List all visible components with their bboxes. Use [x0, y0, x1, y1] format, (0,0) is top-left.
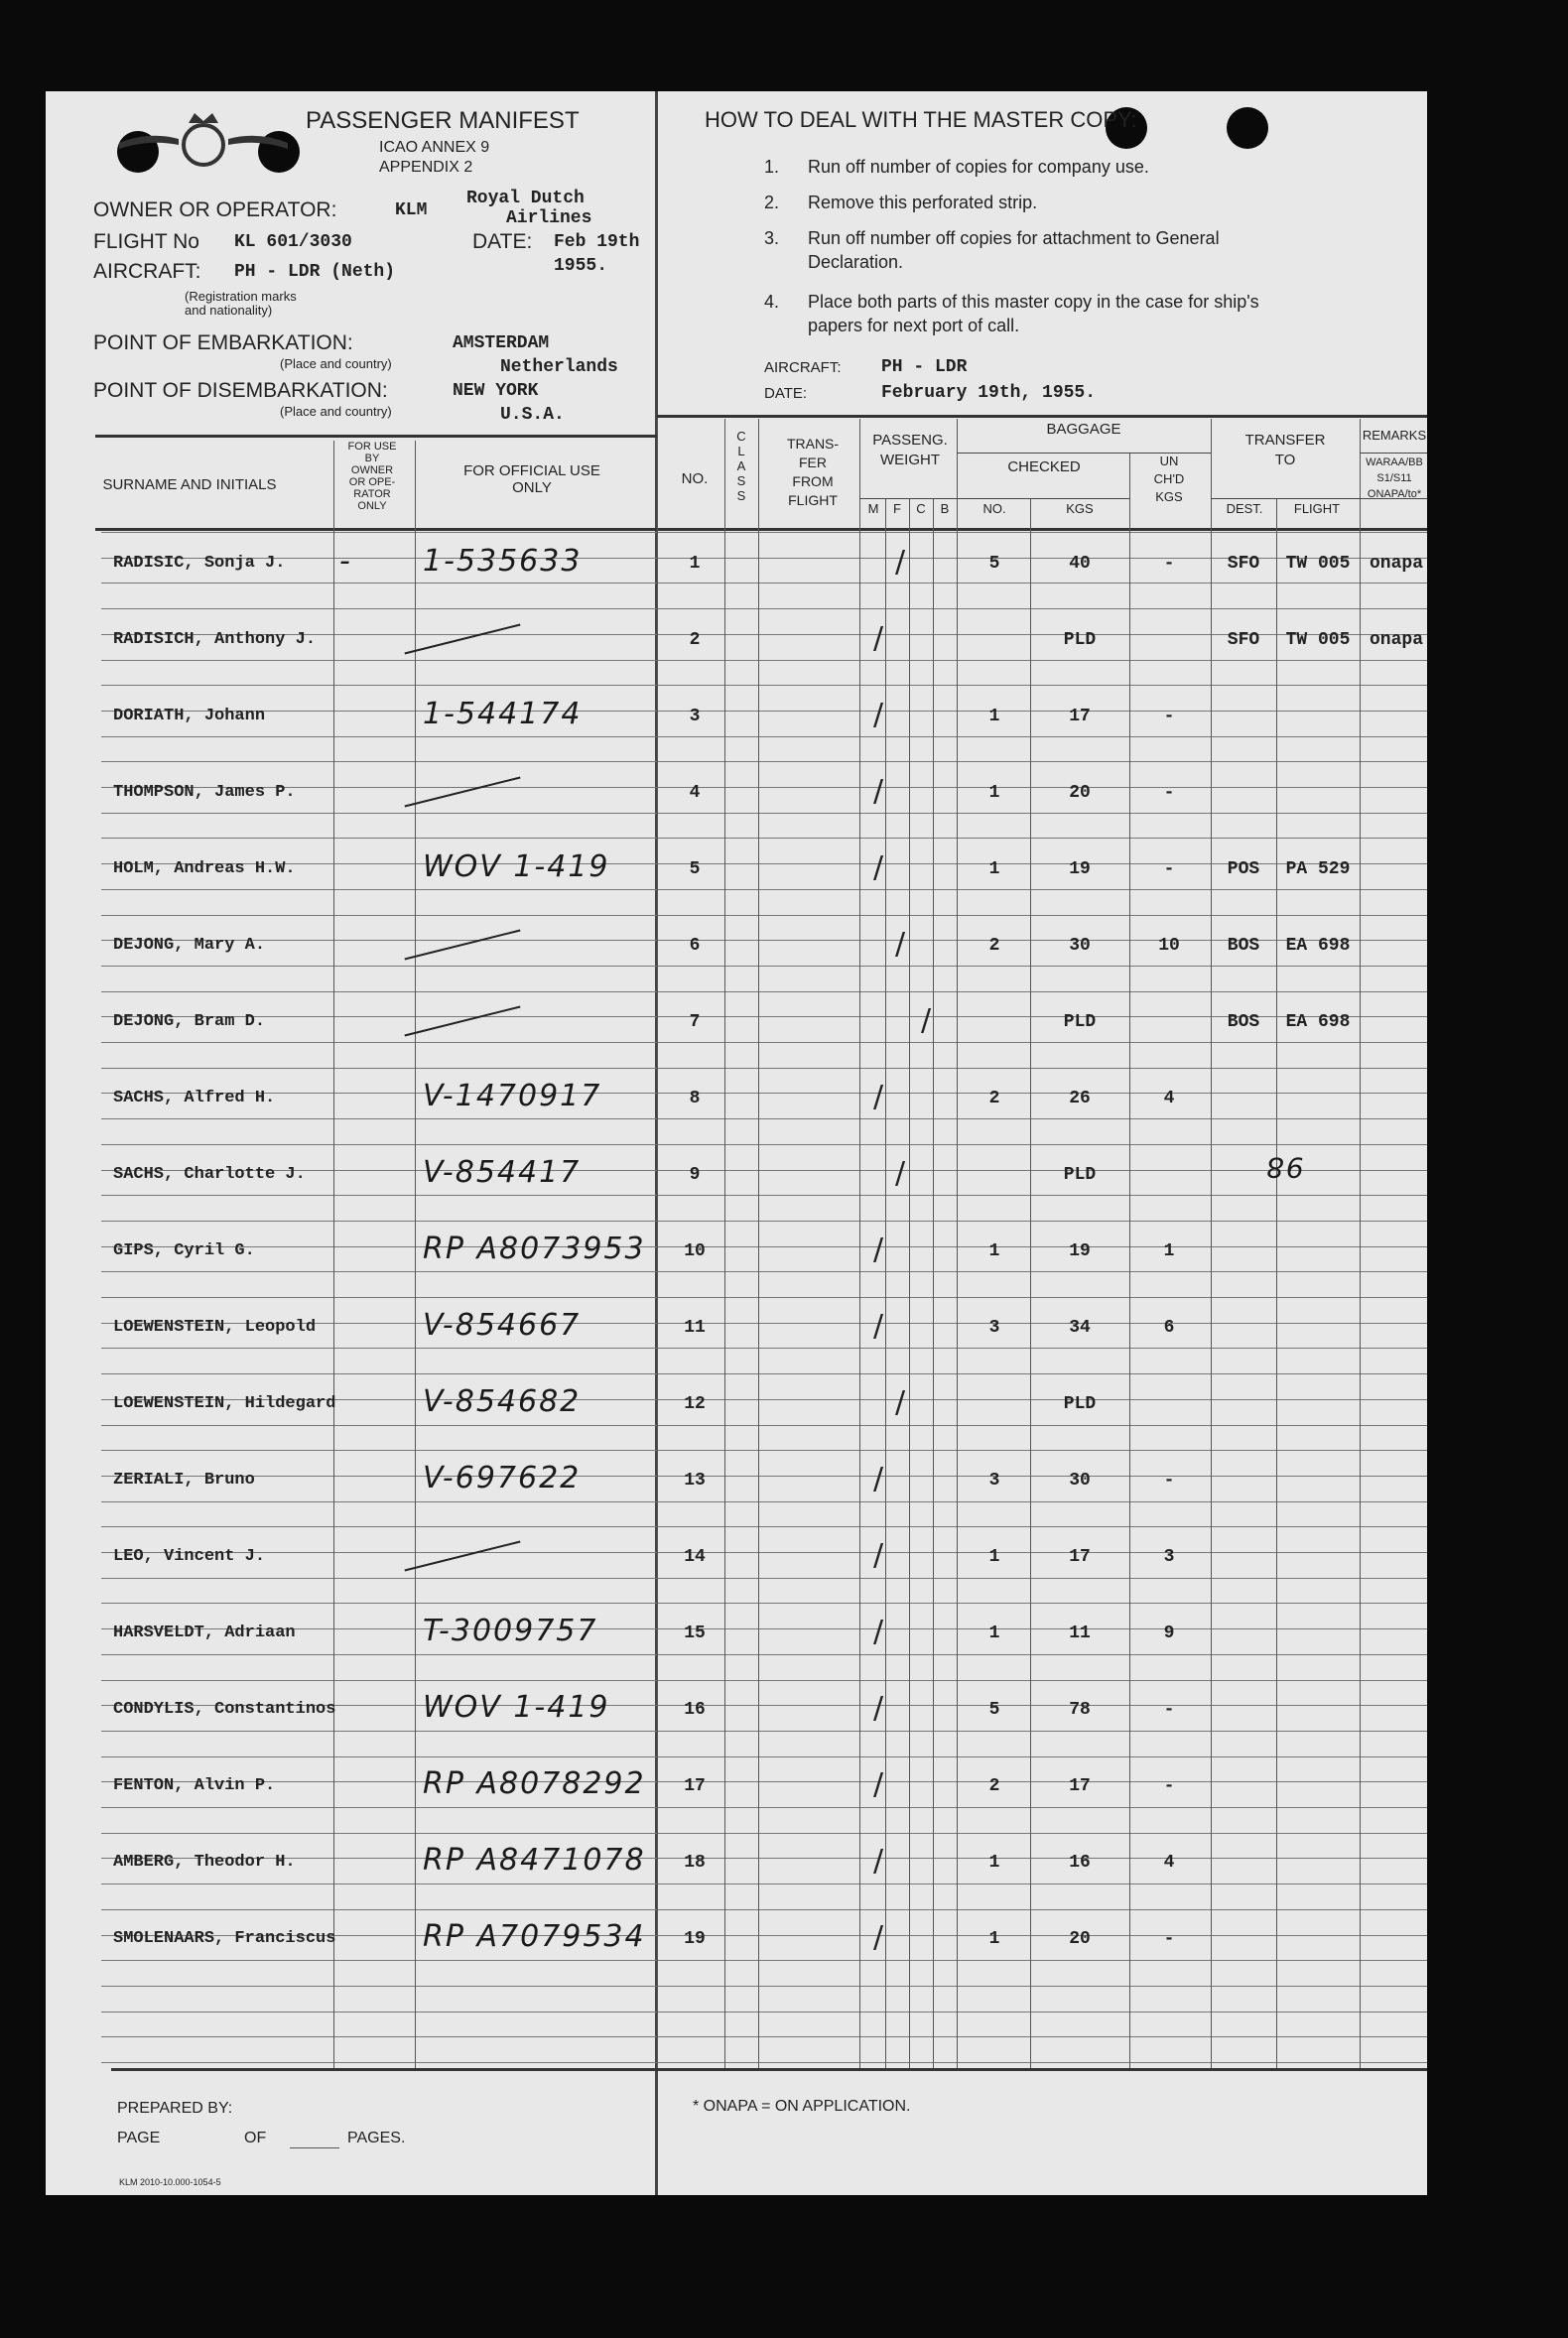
col-header-transfer-from: TRANS- FER FROM FLIGHT: [786, 436, 840, 508]
aircraft-value: PH - LDR (Neth): [234, 262, 396, 282]
passenger-name: HARSVELDT, Adriaan: [113, 1624, 296, 1642]
row-rule: [101, 1348, 1427, 1349]
disembark-value: NEW YORK: [453, 381, 539, 401]
baggage-count: 2: [988, 936, 1000, 956]
weight-tick-mark: /: [873, 621, 884, 656]
header-rule: [1360, 453, 1427, 454]
official-use-entry: 1-544174: [423, 697, 583, 731]
row-rule: [101, 1578, 1427, 1579]
col-header-official: FOR OFFICIAL USE ONLY: [463, 462, 600, 496]
disembark-label: POINT OF DISEMBARKATION:: [93, 379, 388, 402]
weight-tick-mark: /: [873, 1080, 884, 1114]
row-rule: [101, 1833, 1427, 1834]
unchecked-kgs: 6: [1163, 1318, 1175, 1338]
passenger-name: DEJONG, Bram D.: [113, 1012, 266, 1031]
official-use-entry: RP A8471078: [423, 1843, 646, 1878]
passenger-number: 13: [684, 1471, 706, 1491]
baggage-count: 5: [988, 1700, 1000, 1720]
col-header-owner-use: FOR USE BY OWNER OR OPE- RATOR ONLY: [347, 441, 397, 512]
transfer-flight: EA 698: [1285, 936, 1351, 956]
disembark-value: U.S.A.: [500, 405, 565, 425]
passenger-name: CONDYLIS, Constantinos: [113, 1700, 336, 1719]
instructions-aircraft-value: PH - LDR: [881, 357, 968, 377]
manifest-title: PASSENGER MANIFEST: [306, 107, 580, 134]
row-rule: [101, 1195, 1427, 1196]
passenger-number: 19: [684, 1929, 706, 1949]
instructions-date-label: DATE:: [764, 385, 808, 402]
remarks-value: onapa: [1370, 554, 1424, 574]
row-rule: [101, 1883, 1427, 1884]
passenger-name: DEJONG, Mary A.: [113, 936, 266, 955]
baggage-kgs: PLD: [1063, 1012, 1097, 1032]
passenger-name: ZERIALI, Bruno: [113, 1471, 255, 1490]
official-use-entry: V-1470917: [423, 1079, 602, 1113]
passenger-name: HOLM, Andreas H.W.: [113, 859, 296, 878]
col-header-transfer-to: TRANSFER TO: [1244, 432, 1326, 468]
passenger-name: THOMPSON, James P.: [113, 783, 296, 802]
instruction-text: Declaration.: [808, 252, 904, 272]
weight-tick-mark: /: [895, 545, 906, 580]
weight-tick-mark: /: [895, 1385, 906, 1420]
transfer-dest: SFO: [1227, 554, 1260, 574]
col-header-b: B: [940, 501, 950, 516]
row-rule: [101, 1986, 1427, 1987]
instruction-text: Place both parts of this master copy in the case for ship's: [808, 292, 1259, 312]
baggage-kgs: 30: [1069, 936, 1091, 956]
passenger-number: 15: [684, 1624, 706, 1643]
handwritten-note: 98: [1264, 1151, 1304, 1184]
embark-label: POINT OF EMBARKATION:: [93, 331, 353, 354]
row-rule: [101, 1042, 1427, 1043]
weight-tick-mark: /: [873, 1691, 884, 1726]
table-row: [46, 1384, 1427, 1424]
instruction-number: 3.: [764, 228, 780, 248]
punch-hole: [1227, 107, 1268, 149]
owner-name: Royal Dutch: [466, 189, 585, 208]
passenger-number: 6: [689, 936, 701, 956]
passenger-name: AMBERG, Theodor H.: [113, 1853, 296, 1872]
instruction-text: Run off number of copies for company use.: [808, 157, 1149, 177]
col-header-remarks: REMARKS: [1362, 428, 1427, 443]
passenger-number: 16: [684, 1700, 706, 1720]
col-header-dest: DEST.: [1226, 501, 1263, 516]
manifest-subtitle: APPENDIX 2: [379, 159, 473, 176]
handwritten-check-stroke: [405, 1006, 521, 1037]
row-rule: [101, 991, 1427, 992]
pages-label: PAGES.: [347, 2130, 406, 2146]
embark-value: Netherlands: [500, 357, 618, 377]
weight-tick-mark: /: [873, 1615, 884, 1649]
row-rule: [101, 1501, 1427, 1502]
unchecked-kgs: -: [1163, 1471, 1175, 1491]
baggage-count: 1: [988, 1853, 1000, 1873]
passenger-number: 17: [684, 1776, 706, 1796]
print-code: KLM 2010-10.000-1054-5: [119, 2177, 221, 2187]
place-note: (Place and country): [280, 356, 392, 371]
header-bottom-rule: [95, 528, 1427, 531]
row-rule: [101, 1909, 1427, 1910]
baggage-kgs: PLD: [1063, 1165, 1097, 1185]
table-row: [46, 926, 1427, 966]
passenger-number: 18: [684, 1853, 706, 1873]
col-header-class: C L A S S: [736, 429, 746, 503]
baggage-count: 1: [988, 859, 1000, 879]
table-row: [46, 620, 1427, 660]
date-value: Feb 19th: [554, 232, 640, 252]
of-label: OF: [244, 2130, 267, 2146]
klm-crown-logo-icon: [109, 109, 298, 169]
weight-tick-mark: /: [921, 1003, 932, 1038]
place-note: (Place and country): [280, 404, 392, 419]
transfer-dest: SFO: [1227, 630, 1260, 650]
passenger-number: 1: [689, 554, 701, 574]
row-rule: [101, 1297, 1427, 1298]
instructions-title: HOW TO DEAL WITH THE MASTER COPY:: [705, 107, 1137, 132]
row-rule: [101, 1373, 1427, 1374]
col-header-c: C: [916, 501, 926, 516]
baggage-kgs: PLD: [1063, 1394, 1097, 1414]
baggage-kgs: 17: [1069, 1776, 1091, 1796]
transfer-dest: BOS: [1227, 936, 1260, 956]
official-use-entry: V-854667: [423, 1308, 582, 1343]
remarks-value: onapa: [1370, 630, 1424, 650]
baggage-count: 1: [988, 1241, 1000, 1261]
baggage-count: 1: [988, 1929, 1000, 1949]
baggage-kgs: 19: [1069, 859, 1091, 879]
owner-value: KLM: [395, 200, 428, 220]
table-row: [46, 1308, 1427, 1348]
passenger-name: SACHS, Alfred H.: [113, 1089, 276, 1107]
passenger-name: LOEWENSTEIN, Leopold: [113, 1318, 317, 1337]
weight-tick-mark: /: [873, 1920, 884, 1955]
passenger-number: 11: [684, 1318, 706, 1338]
unchecked-kgs: -: [1163, 707, 1175, 726]
passenger-number: 14: [684, 1547, 706, 1567]
table-row: [46, 849, 1427, 889]
prepared-by-label: PREPARED BY:: [117, 2100, 233, 2117]
row-rule: [101, 2012, 1427, 2013]
handwritten-check-stroke: [405, 930, 521, 961]
table-row: [46, 1155, 1427, 1195]
baggage-kgs: 17: [1069, 707, 1091, 726]
row-rule: [101, 1450, 1427, 1451]
baggage-kgs: 19: [1069, 1241, 1091, 1261]
unchecked-kgs: -: [1163, 554, 1175, 574]
manifest-subtitle: ICAO ANNEX 9: [379, 139, 490, 156]
baggage-kgs: 26: [1069, 1089, 1091, 1108]
col-header-remarks-sub: WARAA/BB S1/S11 ONAPA/to*: [1366, 456, 1423, 500]
table-row: [46, 1690, 1427, 1730]
col-header-m: M: [867, 501, 879, 516]
baggage-kgs: 30: [1069, 1471, 1091, 1491]
weight-tick-mark: /: [873, 774, 884, 809]
official-use-entry: WOV 1-419: [423, 849, 610, 884]
row-rule: [101, 1603, 1427, 1604]
baggage-count: 1: [988, 1547, 1000, 1567]
instruction-text: Run off number off copies for attachment to General: [808, 228, 1220, 248]
passenger-name: RADISIC, Sonja J.: [113, 554, 286, 573]
instruction-number: 2.: [764, 193, 780, 212]
passenger-number: 10: [684, 1241, 706, 1261]
row-rule: [101, 838, 1427, 839]
weight-tick-mark: /: [873, 1844, 884, 1879]
flight-value: KL 601/3030: [234, 232, 352, 252]
unchecked-kgs: 1: [1163, 1241, 1175, 1261]
passenger-name: SACHS, Charlotte J.: [113, 1165, 306, 1184]
col-header-checked: CHECKED: [1007, 458, 1081, 475]
unchecked-kgs: 3: [1163, 1547, 1175, 1567]
passenger-number: 9: [689, 1165, 701, 1185]
transfer-flight: TW 005: [1285, 630, 1351, 650]
col-header-bag-no: NO.: [982, 501, 1006, 516]
table-top-rule: [657, 415, 1427, 418]
passenger-number: 2: [689, 630, 701, 650]
table-row: [46, 544, 1427, 584]
baggage-count: 1: [988, 1624, 1000, 1643]
table-row: [46, 697, 1427, 736]
weight-tick-mark: /: [873, 1538, 884, 1573]
date-label: DATE:: [472, 230, 533, 253]
baggage-kgs: 20: [1069, 1929, 1091, 1949]
baggage-count: 3: [988, 1471, 1000, 1491]
footer-rule: [111, 2068, 1427, 2071]
handwritten-check-stroke: [405, 777, 521, 808]
official-use-entry: WOV 1-419: [423, 1690, 610, 1725]
unchecked-kgs: 9: [1163, 1624, 1175, 1643]
unchecked-kgs: -: [1163, 859, 1175, 879]
table-row: [46, 1537, 1427, 1577]
passenger-name: FENTON, Alvin P.: [113, 1776, 276, 1795]
baggage-count: 1: [988, 783, 1000, 803]
weight-tick-mark: /: [873, 1309, 884, 1344]
unchecked-kgs: -: [1163, 1700, 1175, 1720]
col-header-unchd: UN CH'D KGS: [1153, 454, 1185, 504]
baggage-kgs: 16: [1069, 1853, 1091, 1873]
row-rule: [101, 1756, 1427, 1757]
baggage-count: 2: [988, 1776, 1000, 1796]
transfer-flight: PA 529: [1285, 859, 1351, 879]
weight-tick-mark: /: [873, 850, 884, 885]
aircraft-label: AIRCRAFT:: [93, 260, 201, 283]
row-rule: [101, 915, 1427, 916]
passenger-number: 5: [689, 859, 701, 879]
row-rule: [101, 532, 1427, 533]
row-rule: [101, 2036, 1427, 2037]
baggage-kgs: 40: [1069, 554, 1091, 574]
table-top-rule: [95, 435, 657, 438]
transfer-flight: EA 698: [1285, 1012, 1351, 1032]
baggage-count: 3: [988, 1318, 1000, 1338]
weight-tick-mark: /: [895, 927, 906, 962]
baggage-kgs: 17: [1069, 1547, 1091, 1567]
owner-mark: -: [339, 544, 352, 579]
unchecked-kgs: 10: [1158, 936, 1180, 956]
unchecked-kgs: -: [1163, 1776, 1175, 1796]
weight-tick-mark: /: [873, 698, 884, 732]
table-row: [46, 1919, 1427, 1959]
row-rule: [101, 1144, 1427, 1145]
aircraft-note: and nationality): [185, 303, 273, 318]
transfer-flight: TW 005: [1285, 554, 1351, 574]
page-label: PAGE: [117, 2130, 161, 2146]
table-row: [46, 1079, 1427, 1118]
header-rule: [957, 453, 1211, 454]
col-header-flight: FLIGHT: [1293, 501, 1341, 516]
table-row: [46, 1002, 1427, 1042]
passenger-name: DORIATH, Johann: [113, 707, 266, 725]
transfer-dest: POS: [1227, 859, 1260, 879]
baggage-kgs: 11: [1069, 1624, 1091, 1643]
handwritten-check-stroke: [405, 624, 521, 655]
col-header-f: F: [893, 501, 901, 516]
table-row: [46, 1232, 1427, 1271]
baggage-count: 5: [988, 554, 1000, 574]
official-use-entry: V-854682: [423, 1384, 582, 1419]
owner-label: OWNER OR OPERATOR:: [93, 198, 337, 221]
col-header-baggage: BAGGAGE: [1046, 421, 1121, 438]
header-rule: [1211, 498, 1427, 499]
table-row: [46, 1843, 1427, 1883]
row-rule: [101, 1731, 1427, 1732]
row-rule: [101, 685, 1427, 686]
passenger-name: GIPS, Cyril G.: [113, 1241, 255, 1260]
passenger-name: LEO, Vincent J.: [113, 1547, 266, 1566]
instruction-number: 4.: [764, 292, 780, 312]
page-count-line: [290, 2147, 339, 2148]
weight-tick-mark: /: [873, 1462, 884, 1496]
instruction-text: Remove this perforated strip.: [808, 193, 1038, 212]
unchecked-kgs: -: [1163, 783, 1175, 803]
baggage-kgs: 34: [1069, 1318, 1091, 1338]
date-value: 1955.: [554, 256, 608, 276]
official-use-entry: V-854417: [423, 1155, 582, 1190]
manifest-sheet: [46, 91, 1427, 2195]
instructions-aircraft-label: AIRCRAFT:: [764, 359, 842, 376]
official-use-entry: 1-535633: [423, 544, 583, 579]
owner-name: Airlines: [506, 208, 592, 228]
header-rule: [859, 498, 957, 499]
col-header-surname: SURNAME AND INITIALS: [102, 476, 277, 493]
row-rule: [101, 1068, 1427, 1069]
col-header-passeng-weight: PASSENG. WEIGHT: [872, 432, 948, 468]
official-use-entry: RP A7079534: [423, 1919, 646, 1954]
flight-label: FLIGHT No: [93, 230, 199, 253]
row-rule: [101, 1425, 1427, 1426]
row-rule: [101, 1271, 1427, 1272]
instruction-number: 1.: [764, 157, 780, 177]
weight-tick-mark: /: [895, 1156, 906, 1191]
baggage-count: 1: [988, 707, 1000, 726]
official-use-entry: T-3009757: [423, 1614, 598, 1648]
passenger-number: 12: [684, 1394, 706, 1414]
unchecked-kgs: 4: [1163, 1853, 1175, 1873]
handwritten-check-stroke: [405, 1541, 521, 1572]
official-use-entry: RP A8073953: [423, 1232, 646, 1266]
instructions-date-value: February 19th, 1955.: [881, 383, 1097, 403]
col-header-kgs: KGS: [1066, 501, 1094, 516]
passenger-number: 7: [689, 1012, 701, 1032]
row-rule: [101, 966, 1427, 967]
row-rule: [101, 1526, 1427, 1527]
row-rule: [101, 1654, 1427, 1655]
baggage-kgs: PLD: [1063, 630, 1097, 650]
unchecked-kgs: -: [1163, 1929, 1175, 1949]
transfer-dest: BOS: [1227, 1012, 1260, 1032]
table-row: [46, 773, 1427, 813]
row-rule: [101, 1680, 1427, 1681]
passenger-name: RADISICH, Anthony J.: [113, 630, 317, 649]
baggage-kgs: 78: [1069, 1700, 1091, 1720]
passenger-name: SMOLENAARS, Franciscus: [113, 1929, 336, 1948]
official-use-entry: RP A8078292: [423, 1766, 646, 1801]
row-rule: [101, 608, 1427, 609]
embark-value: AMSTERDAM: [453, 333, 550, 353]
aircraft-note: (Registration marks: [185, 289, 297, 304]
col-header-no: NO.: [681, 470, 709, 487]
row-rule: [101, 1960, 1427, 1961]
row-rule: [101, 761, 1427, 762]
header-rule: [957, 498, 1129, 499]
row-rule: [101, 1118, 1427, 1119]
official-use-entry: V-697622: [423, 1461, 582, 1495]
onapa-note: * ONAPA = ON APPLICATION.: [693, 2098, 911, 2115]
table-row: [46, 1766, 1427, 1806]
passenger-name: LOEWENSTEIN, Hildegard: [113, 1394, 336, 1413]
baggage-kgs: 20: [1069, 783, 1091, 803]
baggage-count: 2: [988, 1089, 1000, 1108]
row-rule: [101, 1221, 1427, 1222]
row-rule: [101, 2062, 1427, 2063]
row-rule: [101, 1807, 1427, 1808]
passenger-number: 4: [689, 783, 701, 803]
weight-tick-mark: /: [873, 1767, 884, 1802]
instruction-text: papers for next port of call.: [808, 316, 1020, 335]
passenger-number: 3: [689, 707, 701, 726]
weight-tick-mark: /: [873, 1233, 884, 1267]
table-row: [46, 1614, 1427, 1653]
table-row: [46, 1461, 1427, 1500]
passenger-number: 8: [689, 1089, 701, 1108]
unchecked-kgs: 4: [1163, 1089, 1175, 1108]
